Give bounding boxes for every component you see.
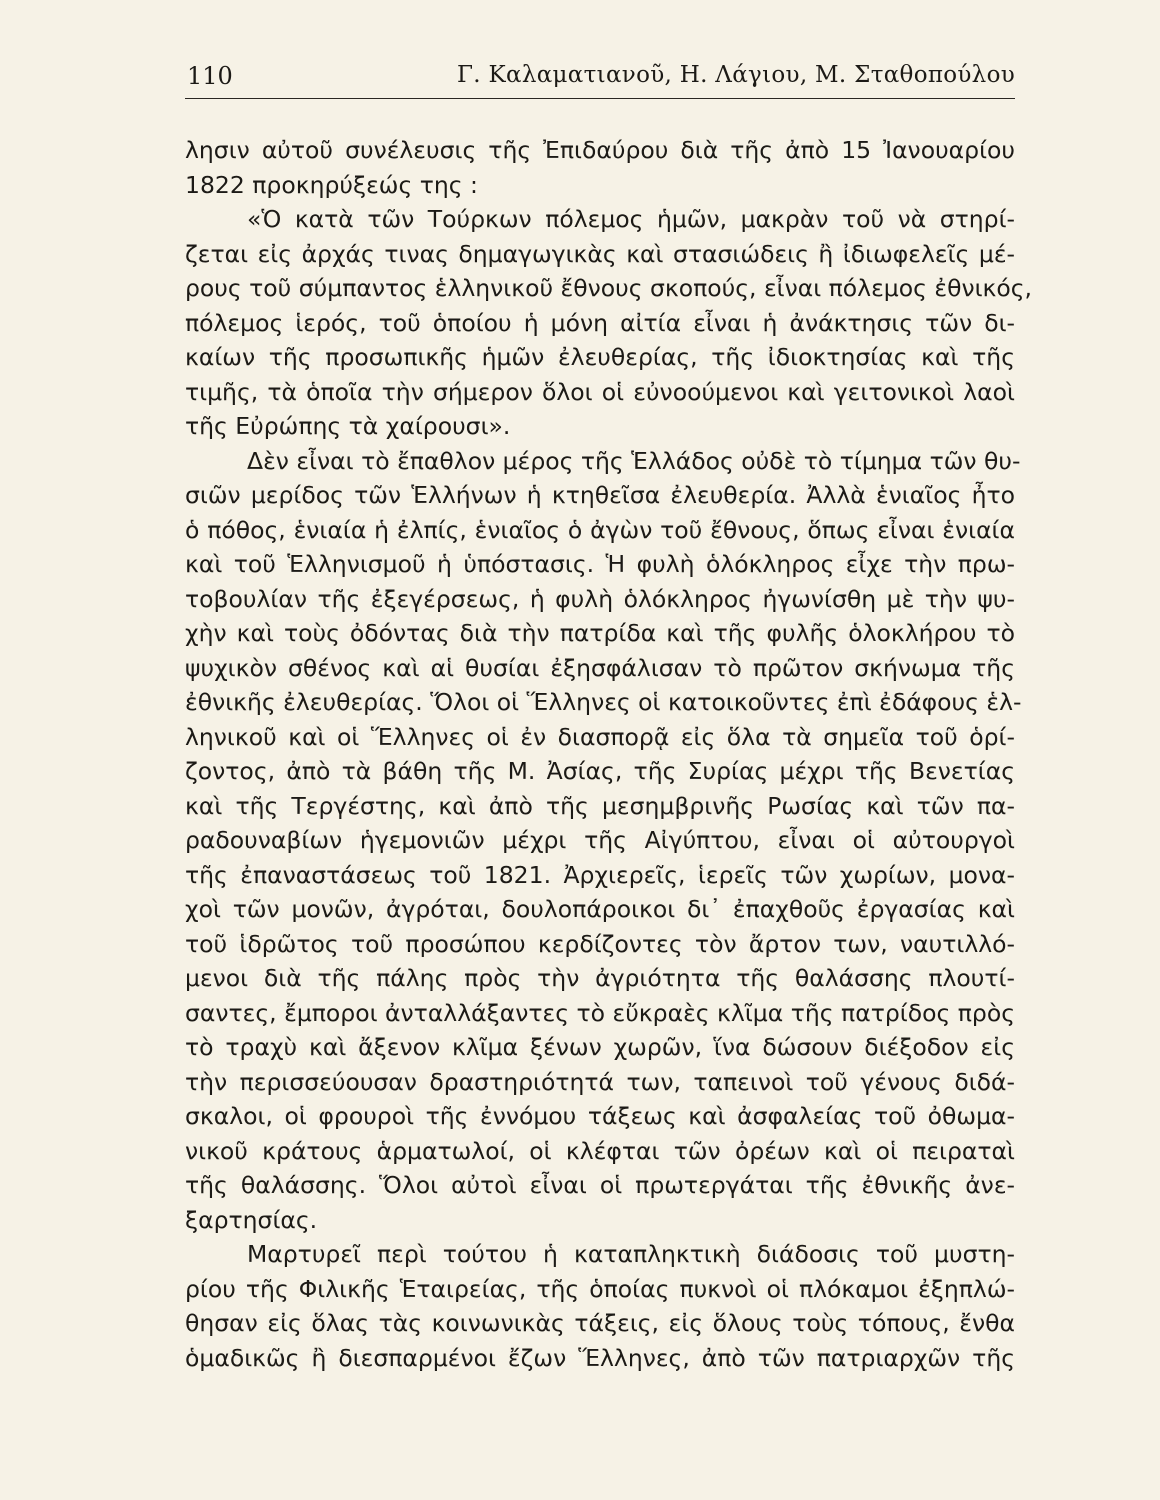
text-line: τὴν περισσεύουσαν δραστηριότητά των, ταπεινοὶ τοῦ γένους διδά-	[185, 1067, 1015, 1096]
text-line: ξαρτησίας.	[185, 1205, 318, 1234]
text-line: «Ὁ κατὰ τῶν Τούρκων πόλεμος ἡμῶν, μακρὰν τοῦ νὰ στηρί-	[247, 205, 1015, 233]
text-line: ρους τοῦ σύμπαντος ἑλληνικοῦ ἔθνους σκοπούς, εἶναι πόλεμος ἐθνικός,	[185, 274, 1033, 302]
running-head: Γ. Καλαματιανοῦ, Η. Λάγιου, Μ. Σταθοπούλου	[457, 62, 1015, 88]
text-line: ρίου τῆς Φιλικῆς Ἑταιρείας, τῆς ὁποίας πυκνοὶ οἱ πλόκαμοι ἐξηπλώ-	[185, 1274, 1015, 1303]
text-line: σκαλοι, οἱ φρουροὶ τῆς ἐννόμου τάξεως καὶ ἀσφαλείας τοῦ ὀθωμα-	[185, 1102, 1015, 1130]
text-line: χὴν καὶ τοὺς ὀδόντας διὰ τὴν πατρίδα καὶ τῆς φυλῆς ὁλοκλήρου τὸ	[185, 619, 1015, 647]
text-line: ψυχικὸν σθένος καὶ αἱ θυσίαι ἐξησφάλισαν τὸ πρῶτον σκήνωμα τῆς	[185, 653, 1015, 682]
text-line: τῆς θαλάσσης. Ὅλοι αὐτοὶ εἶναι οἱ πρωτεργάται τῆς ἐθνικῆς ἀνε-	[185, 1171, 1015, 1199]
text-line: ζοντος, ἀπὸ τὰ βάθη τῆς Μ. Ἀσίας, τῆς Συρίας μέχρι τῆς Βενετίας	[185, 757, 1015, 785]
text-line: τιμῆς, τὰ ὁποῖα τὴν σήμερον ὅλοι οἱ εὐνοούμενοι καὶ γειτονικοὶ λαοὶ	[185, 377, 1015, 406]
text-line: τοβουλίαν τῆς ἐξεγέρσεως, ἡ φυλὴ ὁλόκληρος ἠγωνίσθη μὲ τὴν ψυ-	[185, 584, 1015, 613]
text-line: πόλεμος ἱερός, τοῦ ὁποίου ἡ μόνη αἰτία εἶναι ἡ ἀνάκτησις τῶν δι-	[185, 308, 1015, 337]
text-line: τῆς Εὐρώπης τὰ χαίρουσι».	[185, 412, 511, 440]
text-line: σαντες, ἔμποροι ἀνταλλάξαντες τὸ εὔκραὲς κλῖμα τῆς πατρίδος πρὸς	[185, 998, 1015, 1027]
text-line: θησαν εἰς ὅλας τὰς κοινωνικὰς τάξεις, εἰς ὅλους τοὺς τόπους, ἔνθα	[185, 1309, 1015, 1337]
text-line: 1822 προκηρύξεώς της :	[185, 170, 478, 199]
page-header	[185, 62, 1015, 99]
text-line: καὶ τοῦ Ἑλληνισμοῦ ἡ ὑπόστασις. Ἡ φυλὴ ὁλόκληρος εἶχε τὴν πρω-	[185, 550, 1015, 578]
text-line: Μαρτυρεῖ περὶ τούτου ἡ καταπληκτικὴ διάδοσις τοῦ μυστη-	[247, 1240, 1015, 1268]
text-line: ζεται εἰς ἀρχάς τινας δημαγωγικὰς καὶ στασιώδεις ἢ ἰδιωφελεῖς μέ-	[185, 239, 1015, 268]
text-line: τοῦ ἱδρῶτος τοῦ προσώπου κερδίζοντες τὸν ἄρτον των, ναυτιλλό-	[185, 929, 1015, 958]
text-line: νικοῦ κράτους ἁρματωλοί, οἱ κλέφται τῶν ὀρέων καὶ οἱ πειραταὶ	[185, 1136, 1015, 1165]
text-line: ἐθνικῆς ἐλευθερίας. Ὅλοι οἱ Ἕλληνες οἱ κατοικοῦντες ἐπὶ ἐδάφους ἑλ-	[185, 688, 1022, 716]
text-line: Δὲν εἶναι τὸ ἔπαθλον μέρος τῆς Ἑλλάδος οὐδὲ τὸ τίμημα τῶν θυ-	[247, 446, 1021, 475]
text-line: ὁ πόθος, ἑνιαία ἡ ἐλπίς, ἑνιαῖος ὁ ἀγὼν τοῦ ἔθνους, ὅπως εἶναι ἑνιαία	[185, 515, 1015, 544]
text-line: λησιν αὐτοῦ συνέλευσις τῆς Ἐπιδαύρου διὰ τῆς ἀπὸ 15 Ἰανουαρίου	[185, 136, 1015, 164]
text-line: ληνικοῦ καὶ οἱ Ἕλληνες οἱ ἐν διασπορᾷ εἰς ὅλα τὰ σημεῖα τοῦ ὁρί-	[185, 722, 1015, 751]
text-line: χοὶ τῶν μονῶν, ἀγρόται, δουλοπάροικοι δι᾽ ἐπαχθοῦς ἐργασίας καὶ	[185, 895, 1015, 923]
text-line: ραδουναβίων ἡγεμονιῶν μέχρι τῆς Αἰγύπτου, εἶναι οἱ αὐτουργοὶ	[185, 826, 1015, 854]
text-line: μενοι διὰ τῆς πάλης πρὸς τὴν ἀγριότητα τῆς θαλάσσης πλουτί-	[185, 964, 1015, 992]
text-line: καὶ τῆς Τεργέστης, καὶ ἀπὸ τῆς μεσημβρινῆς Ρωσίας καὶ τῶν πα-	[185, 791, 1015, 820]
page-number: 110	[187, 62, 233, 90]
text-line: τῆς ἐπαναστάσεως τοῦ 1821. Ἀρχιερεῖς, ἱερεῖς τῶν χωρίων, μονα-	[185, 860, 1015, 889]
text-line: ὁμαδικῶς ἢ διεσπαρμένοι ἔζων Ἕλληνες, ἀπὸ τῶν πατριαρχῶν τῆς	[185, 1343, 1015, 1372]
text-line: τὸ τραχὺ καὶ ἄξενον κλῖμα ξένων χωρῶν, ἵνα δώσουν διέξοδον εἰς	[185, 1033, 1015, 1061]
body-text	[185, 133, 1033, 1375]
text-line: σιῶν μερίδος τῶν Ἑλλήνων ἡ κτηθεῖσα ἐλευθερία. Ἀλλὰ ἑνιαῖος ἦτο	[185, 481, 1015, 509]
text-line: καίων τῆς προσωπικῆς ἡμῶν ἐλευθερίας, τῆς ἰδιοκτησίας καὶ τῆς	[185, 343, 1015, 371]
